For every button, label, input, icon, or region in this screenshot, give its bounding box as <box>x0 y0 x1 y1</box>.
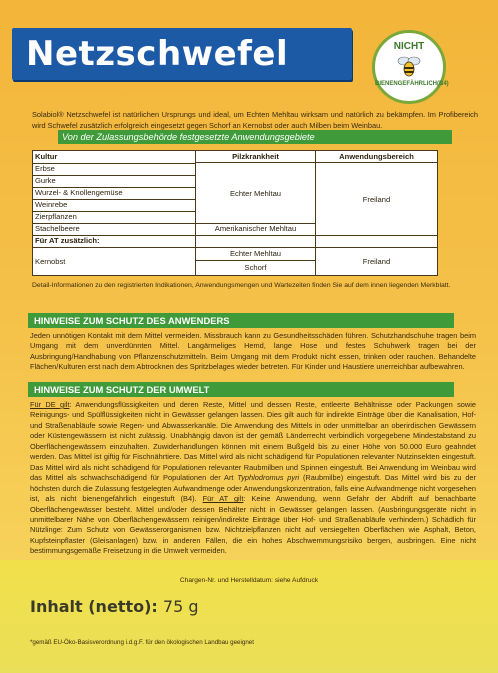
net-content <box>30 597 199 616</box>
application-table <box>32 150 438 276</box>
intro-text: Solabiol® Netzschwefel ist natürlichen Ursprungs und ideal, um Echten Mehltau wirksam und natürlich zu bekämpfen. Im Profibereich wird Schwefel zusätzlich erfolgreich eingesetzt gegen Schorf an Kernobst oder auch Milben beim Weinbau. <box>32 110 478 130</box>
header-area: Anwendungsbereich <box>315 151 437 163</box>
header-disease: Pilzkrankheit <box>195 151 315 163</box>
crop-row: Stachelbeere <box>35 224 80 233</box>
disease-at-powdery: Echter Mehltau <box>195 247 315 261</box>
area-outdoor: Freiland <box>315 163 437 235</box>
bee-safety-badge <box>372 30 449 104</box>
env-text-c: : Keine Anwendung, wenn Gefahr der Abdrift auf benachbarte Oberflächengewässer besteht. Mittel und/oder dessen Behälter nicht in Gewässer gelangen lassen. (Ausbringungsgeräte nicht in unmittelbarer Nähe von Oberflächengewässern reinigen/indirekte Einträge über Hof- und Straßenabläufe verhindern.) Schädlich für Nützlinge: Zum Schutz von Gewässerorganismen bzw. Nichtzielpflanzen nicht auf versiegelten Oberflächen wie Asphalt, Beton, Kupfsteinpflaster (Gleisanlagen) bzw. in anderen Fällen, die ein hohes Abschwemmungsrisiko bergen, ausbringen. Eine nicht bestimmungsgemäße Freisetzung in die Umwelt vermeiden. <box>30 494 476 556</box>
disease-powdery-mildew: Echter Mehltau <box>195 163 315 223</box>
at-label: Für AT zusätzlich: <box>35 236 100 245</box>
bee-icon <box>396 55 422 77</box>
disease-at-scab: Schorf <box>195 261 315 275</box>
crop-row: Wurzel- & Knollengemüse <box>35 188 123 197</box>
net-content-value: 75 g <box>162 597 199 616</box>
env-text-b: (Raubmilbe) eingestuft. Das Mittel wird bis zu der höchsten durch die Zulassung festgelegten Aufwandmenge oder Anwendungskonzentration, falls eine Aufwandmenge nicht vorgesehen ist, als nicht bienengefährlich eingestuft (B4). <box>30 473 476 504</box>
section-environment-text <box>30 400 476 557</box>
badge-top-text: NICHT <box>393 41 425 52</box>
area-at: Freiland <box>315 247 437 275</box>
badge-bottom-text: BIENENGEFÄHRLICH(B4) <box>375 81 449 87</box>
product-title: Netzschwefel <box>26 34 289 74</box>
crop-row: Weinrebe <box>35 200 68 209</box>
disease-american-mildew: Amerikanischer Mehltau <box>195 223 315 235</box>
batch-line: Chargen-Nr. und Herstelldatum: siehe Aufdruck <box>179 577 319 584</box>
title-banner <box>12 28 352 80</box>
env-text-a: : Anwendungsflüssigkeiten und deren Reste, Mittel und dessen Reste, entleerte Behältnisse oder Packungen sowie Reinigungs- und Spülflüssigkeiten nicht in Gewässer gelangen lassen. Dies gilt auch für indirekte Einträge über die Kanalisation, Hof- und Straßenabläufe sowie Regen- und Abwasserkanäle. Die Anwendung des Mittels in oder unmittelbar an oberirdischen Gewässern oder Küstengewässern ist nicht zulässig. Unabhängig davon ist der gemäß Länderrecht verbindlich vorgegebene Mindestabstand zu Oberflächengewässern einzuhalten. Zuwiderhandlungen können mit einem Bußgeld bis zu einer Höhe von 50.000 Euro geahndet werden. Das Mittel ist giftig für Fischnährtiere. Das Mittel wird als nicht schädigend für Populationen relevanter Nutzinsekten eingestuft. Das Mittel wird als nicht schädigend für Populationen relevanter Raubmilben und Spinnen eingestuft. Bei Anwendung im Weinbau wird das Mittel als schwachschädigend für Populationen der Art <box>30 400 476 483</box>
net-content-label: Inhalt (netto): <box>30 597 158 616</box>
species-name: Typhlodromus pyri <box>237 473 300 483</box>
crop-row: Gurke <box>35 176 56 185</box>
crop-row: Erbse <box>35 164 55 173</box>
section-environment-title: HINWEISE ZUM SCHUTZ DER UMWELT <box>28 382 454 397</box>
at-label-env: Für AT gilt <box>202 494 244 504</box>
crop-row: Zierpflanzen <box>35 212 77 221</box>
header-crop: Kultur <box>35 152 58 161</box>
section-user-protection-text: Jeden unnötigen Kontakt mit dem Mittel vermeiden. Missbrauch kann zu Gesundheitsschäden führen. Schutzhandschuhe tragen beim Umgang mit dem unverdünnten Mittel. Langärmeliges Hemd, lange Hose und festes Schuhwerk tragen bei der Ausbringung/Handhabung von Pflanzenschutzmitteln. Beim Umgang mit dem Produkt nicht essen, trinken oder rauchen. Behandelte Flächen/Kulturen erst nach dem Abtrocknen des Spritzbelages wieder betreten. Für Kinder und Haustiere unerreichbar aufbewahren. <box>30 331 476 372</box>
authority-bar: Von der Zulassungsbehörde festgesetzte Anwendungsgebiete <box>58 130 452 144</box>
crop-at: Kernobst <box>35 256 66 266</box>
section-user-protection-title: HINWEISE ZUM SCHUTZ DES ANWENDERS <box>28 313 454 328</box>
de-label: Für DE gilt <box>30 400 70 409</box>
info-line: Detail-Informationen zu den registrierten Indikationen, Anwendungsmengen und Wartezeiten finden Sie auf dem innen liegenden Merkblatt. <box>32 282 451 289</box>
col-divider <box>195 235 196 247</box>
footnote: *gemäß EU-Öko-Basisverordnung i.d.g.F. für den ökologischen Landbau geeignet <box>30 639 254 646</box>
col-divider <box>315 235 316 247</box>
